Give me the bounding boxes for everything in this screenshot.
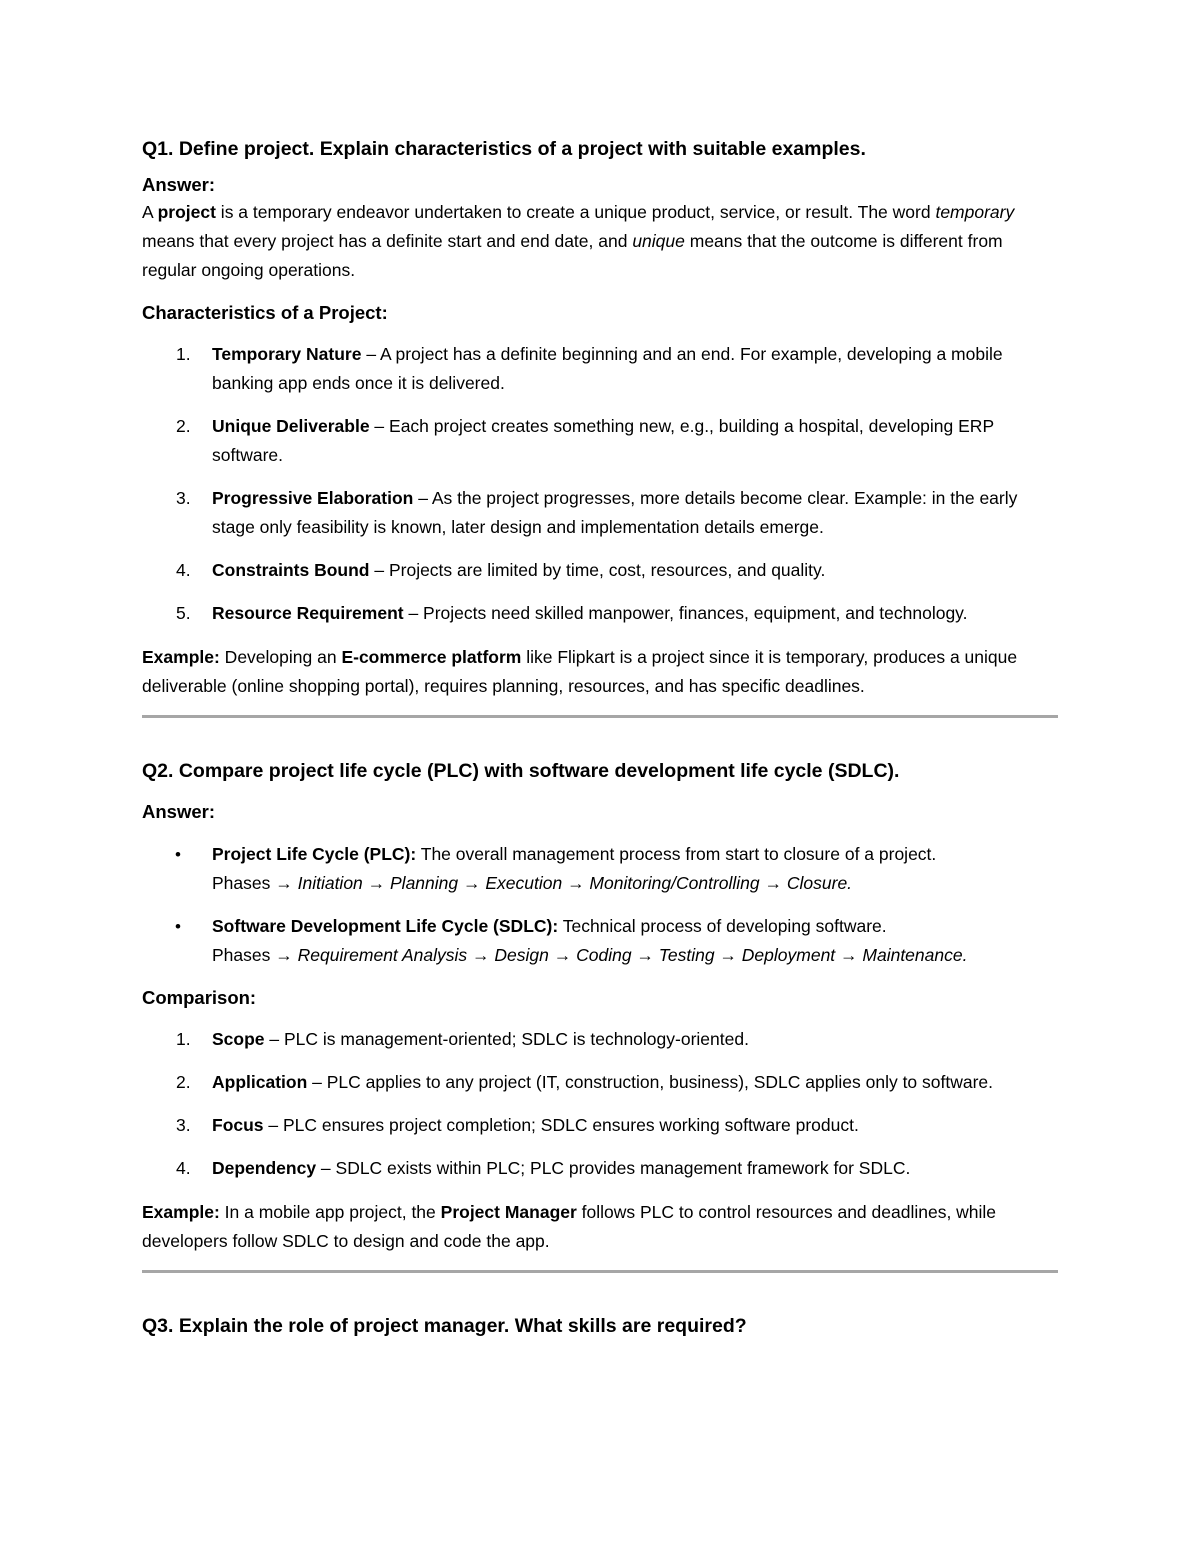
document-page xyxy=(142,136,1058,1339)
q1-characteristics-list xyxy=(142,340,1058,628)
list-item: 1. Scope – PLC is management-oriented; SDLC is technology-oriented. xyxy=(176,1029,749,1049)
list-item: 5. Resource Requirement – Projects need skilled manpower, finances, equipment, and technology. xyxy=(176,603,968,623)
q1-intro-paragraph: A project is a temporary endeavor undertaken to create a unique product, service, or result. The word temporary means that every project has a definite start and end date, and unique means that the outcome is different from regular ongoing operations. xyxy=(142,202,1015,280)
list-item: 4. Constraints Bound – Projects are limited by time, cost, resources, and quality. xyxy=(176,560,826,580)
list-item: 2. Unique Deliverable – Each project creates something new, e.g., building a hospital, developing ERP software. xyxy=(176,416,994,465)
q1-example-paragraph: Example: Developing an E-commerce platform like Flipkart is a project since it is temporary, produces a unique deliverable (online shopping portal), requires planning, resources, and has specific deadlines. xyxy=(142,647,1018,696)
q2-example-paragraph: Example: In a mobile app project, the Project Manager follows PLC to control resources and deadlines, while developers follow SDLC to design and code the app. xyxy=(142,1202,997,1251)
list-item: 1. Temporary Nature – A project has a definite beginning and an end. For example, developing a mobile banking app ends once it is delivered. xyxy=(176,344,1003,393)
q2-heading: Q2. Compare project life cycle (PLC) with software development life cycle (SDLC). xyxy=(142,760,900,782)
q1-characteristics-label: Characteristics of a Project: xyxy=(142,302,388,323)
q2-comparison-label: Comparison: xyxy=(142,987,257,1008)
q1-answer-label: Answer: xyxy=(142,174,215,195)
q1-heading: Q1. Define project. Explain characteristics of a project with suitable examples. xyxy=(142,138,866,160)
list-item: 3. Focus – PLC ensures project completion; SDLC ensures working software product. xyxy=(176,1115,859,1135)
list-item: 4. Dependency – SDLC exists within PLC; PLC provides management framework for SDLC. xyxy=(176,1158,911,1178)
list-item: 2. Application – PLC applies to any project (IT, construction, business), SDLC applies only to software. xyxy=(176,1072,994,1092)
list-item: • Software Development Life Cycle (SDLC): Technical process of developing software. Phases → Requirement Analysis → Design → Coding → Testing → Deployment → Maintenance. xyxy=(175,916,968,965)
q2-bullet-list xyxy=(142,840,1058,970)
q3-heading: Q3. Explain the role of project manager. What skills are required? xyxy=(142,1315,747,1337)
q2-comparison-list xyxy=(142,1025,1058,1183)
list-item: 3. Progressive Elaboration – As the project progresses, more details become clear. Example: in the early stage only feasibility is known, later design and implementation details emerge. xyxy=(176,488,1018,537)
q2-answer-label: Answer: xyxy=(142,801,215,822)
list-item: • Project Life Cycle (PLC): The overall management process from start to closure of a project. Phases → Initiation → Planning → Execution → Monitoring/Controlling → Closure. xyxy=(175,844,937,893)
